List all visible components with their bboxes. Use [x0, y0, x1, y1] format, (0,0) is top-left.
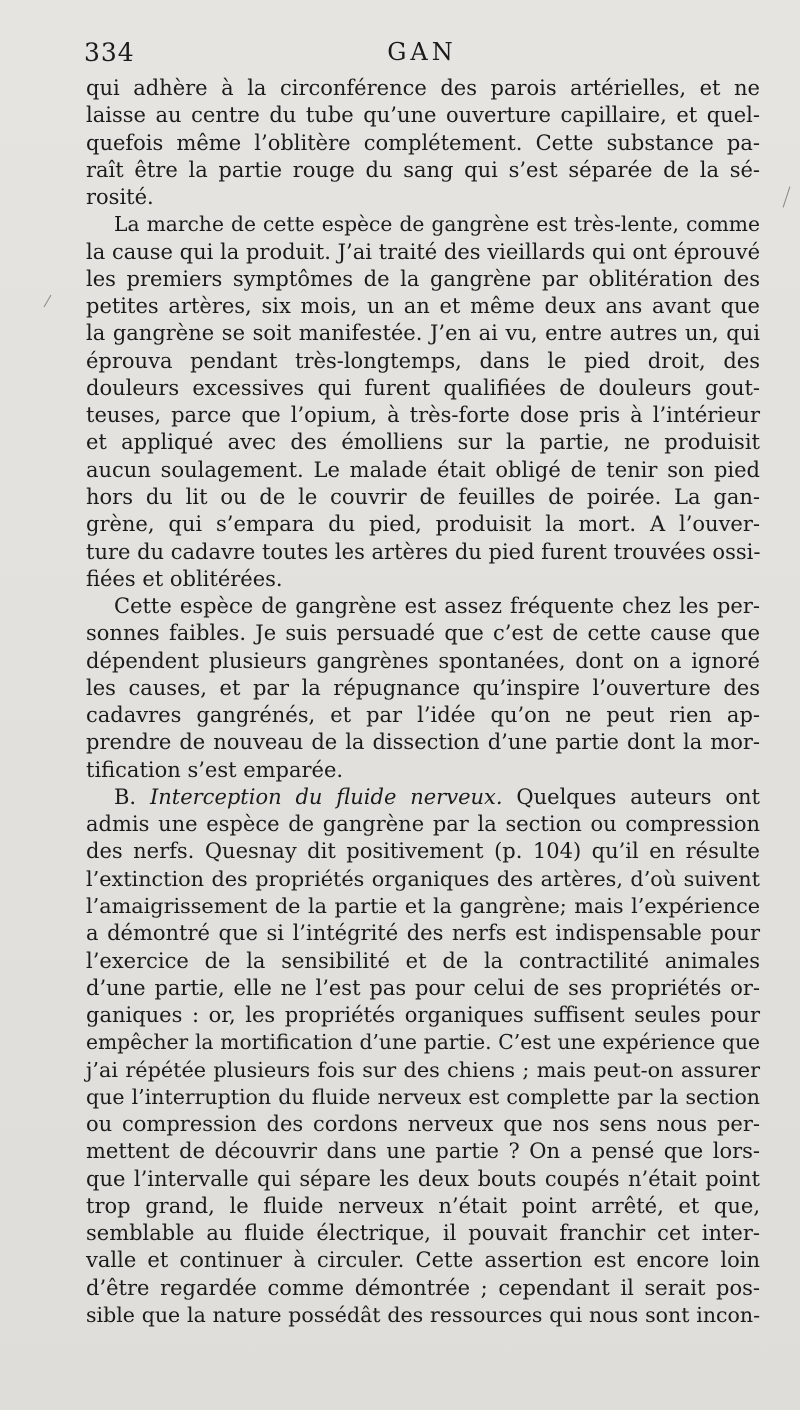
text-line	[86, 1057, 760, 1084]
text-line	[86, 675, 760, 702]
text-line-segment: laisse au centre du tube qu’une ouverture capillaire, et quel-	[86, 103, 760, 128]
text-line-segment: empêcher la mortification d’une partie. C’est une expérience que	[86, 1030, 760, 1055]
text-line	[86, 1084, 760, 1111]
text-line-segment: Quelques auteurs ont	[502, 784, 760, 809]
text-line	[86, 539, 760, 566]
text-line-segment: que l’interruption du fluide nerveux est complette par la section	[86, 1084, 760, 1109]
text-line-segment: ture du cadavre toutes les artères du pied furent trouvées ossi-	[86, 539, 761, 564]
running-head: GAN	[387, 38, 457, 66]
text-line	[86, 566, 760, 593]
text-line	[86, 838, 760, 865]
text-line	[86, 1275, 760, 1302]
text-line-segment: l’exercice de la sensibilité et de la contractilité animales	[86, 948, 760, 973]
italic-heading: Interception du fluide nerveux.	[149, 784, 503, 809]
text-line	[86, 1111, 760, 1138]
text-line	[86, 157, 760, 184]
text-line	[86, 239, 760, 266]
text-line	[86, 920, 760, 947]
text-line	[86, 402, 760, 429]
text-line-segment: rosité.	[86, 185, 154, 210]
text-line	[86, 211, 760, 238]
text-line-segment: sonnes faibles. Je suis persuadé que c’est de cette cause que	[86, 621, 760, 646]
text-line-segment: a démontré que si l’intégrité des nerfs est indispensable pour	[86, 921, 760, 946]
text-line	[86, 757, 760, 784]
text-line	[86, 457, 760, 484]
text-line	[86, 320, 760, 347]
text-line-segment: l’extinction des propriétés organiques des artères, d’où suivent	[86, 866, 760, 891]
text-line	[86, 1193, 760, 1220]
text-line	[86, 648, 760, 675]
text-line-segment: l’amaigrissement de la partie et la gangrène; mais l’expérience	[86, 893, 760, 918]
page-number: 334	[84, 38, 135, 67]
text-line	[86, 266, 760, 293]
text-line	[86, 1166, 760, 1193]
text-line-segment: hors du lit ou de le couvrir de feuilles de poirée. La gan-	[86, 484, 760, 509]
text-line	[86, 293, 760, 320]
text-line-segment: la gangrène se soit manifestée. J’en ai vu, entre autres un, qui	[86, 321, 760, 346]
text-line	[86, 866, 760, 893]
text-line-segment: Cette espèce de gangrène est assez fréquente chez les per-	[114, 594, 760, 619]
text-line-segment: raît être la partie rouge du sang qui s’est séparée de la sé-	[86, 157, 760, 182]
text-line	[86, 811, 760, 838]
page-header	[84, 38, 760, 74]
text-line-segment: mettent de découvrir dans une partie ? On a pensé que lors-	[86, 1139, 760, 1164]
text-line-segment: grène, qui s’empara du pied, produisit la mort. A l’ouver-	[86, 512, 760, 537]
text-line	[86, 620, 760, 647]
text-line	[86, 893, 760, 920]
text-line-segment: ganiques : or, les propriétés organiques suffisent seules pour	[86, 1003, 760, 1028]
text-line	[86, 484, 760, 511]
text-line	[86, 1220, 760, 1247]
text-line	[86, 348, 760, 375]
text-line	[86, 130, 760, 157]
text-line	[86, 75, 760, 102]
text-line-segment: teuses, parce que l’opium, à très-forte dose pris à l’intérieur	[86, 403, 760, 428]
text-line-segment: cadavres gangrénés, et par l’idée qu’on ne peut rien ap-	[86, 703, 760, 728]
text-line	[86, 702, 760, 729]
text-line-segment: prendre de nouveau de la dissection d’une partie dont la mor-	[86, 730, 760, 755]
text-line	[86, 375, 760, 402]
text-line-segment: trop grand, le fluide nerveux n’était point arrêté, et que,	[86, 1193, 760, 1218]
text-line-segment: d’être regardée comme démontrée ; cependant il serait pos-	[86, 1275, 760, 1300]
text-line-segment: admis une espèce de gangrène par la section ou compression	[86, 812, 760, 837]
text-line-segment: les causes, et par la répugnance qu’inspire l’ouverture des	[86, 675, 760, 700]
text-line	[86, 1247, 760, 1274]
text-line	[86, 1002, 760, 1029]
text-line-segment: ou compression des cordons nerveux que nos sens nous per-	[86, 1112, 760, 1137]
text-line-segment: semblable au fluide électrique, il pouvait franchir cet inter-	[86, 1221, 760, 1246]
text-line-segment: petites artères, six mois, un an et même deux ans avant que	[86, 294, 760, 319]
text-line-segment: dépendent plusieurs gangrènes spontanées, dont on a ignoré	[86, 648, 760, 673]
text-line	[86, 593, 760, 620]
text-line-segment: quefois même l’oblitère complétement. Cette substance pa-	[86, 130, 760, 155]
text-line-segment: La marche de cette espèce de gangrène est très-lente, comme	[114, 212, 760, 237]
text-line-segment: la cause qui la produit. J’ai traité des vieillards qui ont éprouvé	[86, 239, 760, 264]
text-line-segment: qui adhère à la circonférence des parois artérielles, et ne	[86, 76, 760, 100]
margin-mark	[783, 186, 791, 207]
text-line-segment: les premiers symptômes de la gangrène par oblitération des	[86, 266, 760, 291]
text-line-segment: des nerfs. Quesnay dit positivement (p. 104) qu’il en résulte	[86, 839, 760, 864]
text-line-segment: j’ai répétée plusieurs fois sur des chiens ; mais peut-on assurer	[86, 1057, 760, 1082]
text-line	[86, 975, 760, 1002]
text-line	[86, 1302, 760, 1329]
text-line	[86, 511, 760, 538]
text-line	[86, 1138, 760, 1165]
text-line	[86, 784, 760, 811]
text-line-segment: d’une partie, elle ne l’est pas pour celui de ses propriétés or-	[86, 975, 760, 1000]
text-line	[86, 102, 760, 129]
text-line-segment: aucun soulagement. Le malade était obligé de tenir son pied	[86, 457, 760, 482]
text-line-segment: sible que la nature possédât des ressources qui nous sont incon-	[86, 1302, 760, 1327]
text-line-segment: éprouva pendant très-longtemps, dans le pied droit, des	[86, 348, 760, 373]
text-line-segment: tification s’est emparée.	[86, 757, 344, 782]
text-line-segment: B.	[114, 784, 150, 809]
text-line	[86, 429, 760, 456]
margin-mark	[44, 295, 52, 308]
text-line-segment: et appliqué avec des émolliens sur la partie, ne produisit	[86, 430, 760, 455]
text-line	[86, 1029, 760, 1056]
body-text	[86, 75, 760, 1329]
text-line-segment: que l’intervalle qui sépare les deux bouts coupés n’était point	[86, 1166, 760, 1191]
text-line	[86, 184, 760, 211]
text-line	[86, 729, 760, 756]
text-line-segment: douleurs excessives qui furent qualifiées de douleurs gout-	[86, 375, 760, 400]
text-line-segment: fiées et oblitérées.	[86, 566, 283, 591]
text-line-segment: valle et continuer à circuler. Cette assertion est encore loin	[86, 1248, 760, 1273]
text-line	[86, 948, 760, 975]
